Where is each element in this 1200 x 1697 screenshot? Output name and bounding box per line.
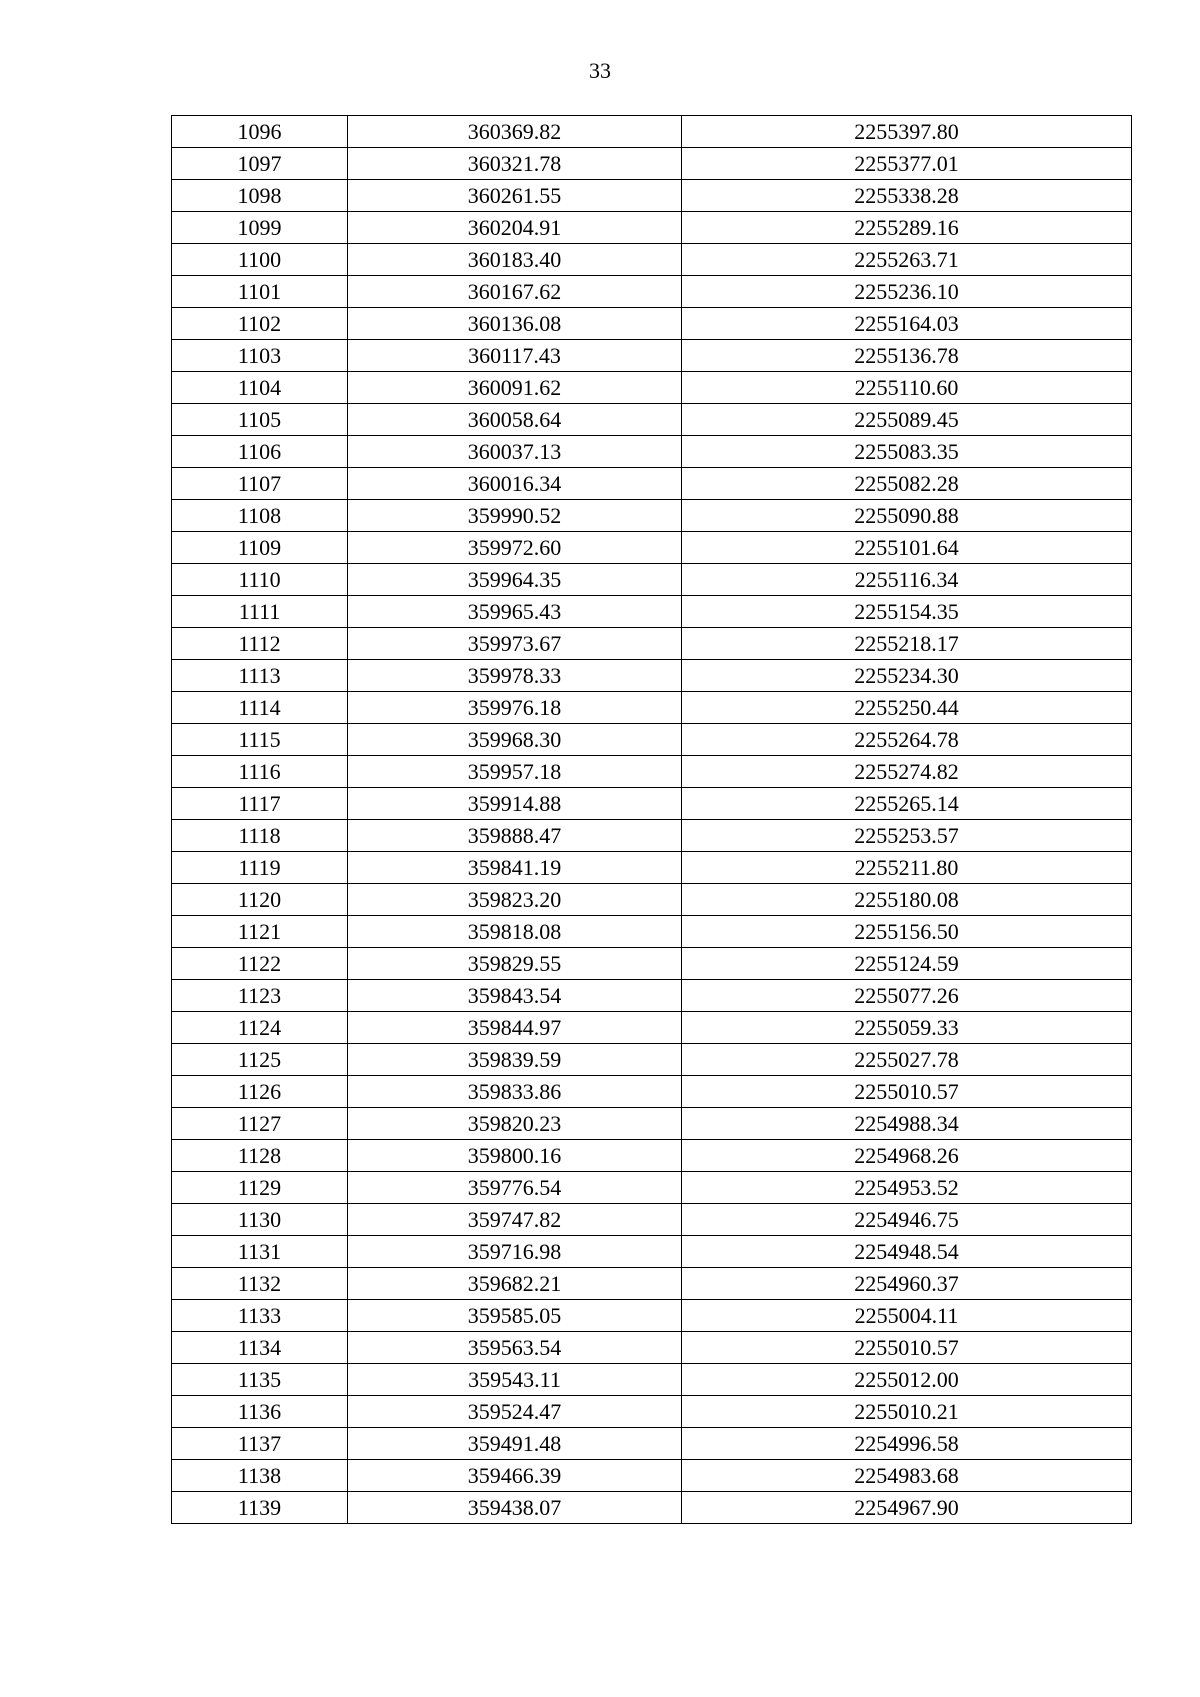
y-coordinate-cell: 2255059.33 xyxy=(682,1012,1132,1044)
y-coordinate-cell: 2254946.75 xyxy=(682,1204,1132,1236)
y-coordinate-cell: 2254996.58 xyxy=(682,1428,1132,1460)
x-coordinate-cell: 359833.86 xyxy=(348,1076,682,1108)
x-coordinate-cell: 360117.43 xyxy=(348,340,682,372)
y-coordinate-cell: 2254967.90 xyxy=(682,1492,1132,1524)
table-row xyxy=(172,1108,1132,1140)
y-coordinate-cell: 2255082.28 xyxy=(682,468,1132,500)
table-row xyxy=(172,1428,1132,1460)
point-number-cell: 1126 xyxy=(172,1076,348,1108)
y-coordinate-cell: 2255110.60 xyxy=(682,372,1132,404)
table-row xyxy=(172,308,1132,340)
point-number-cell: 1104 xyxy=(172,372,348,404)
x-coordinate-cell: 359818.08 xyxy=(348,916,682,948)
y-coordinate-cell: 2255116.34 xyxy=(682,564,1132,596)
x-coordinate-cell: 359800.16 xyxy=(348,1140,682,1172)
x-coordinate-cell: 359438.07 xyxy=(348,1492,682,1524)
table-row xyxy=(172,1140,1132,1172)
point-number-cell: 1128 xyxy=(172,1140,348,1172)
x-coordinate-cell: 359844.97 xyxy=(348,1012,682,1044)
table-row xyxy=(172,404,1132,436)
table-row xyxy=(172,724,1132,756)
table-row xyxy=(172,1172,1132,1204)
table-row xyxy=(172,244,1132,276)
point-number-cell: 1098 xyxy=(172,180,348,212)
point-number-cell: 1138 xyxy=(172,1460,348,1492)
table-row xyxy=(172,852,1132,884)
y-coordinate-cell: 2255136.78 xyxy=(682,340,1132,372)
x-coordinate-cell: 359843.54 xyxy=(348,980,682,1012)
table-row xyxy=(172,1364,1132,1396)
table-row xyxy=(172,628,1132,660)
coordinates-table xyxy=(171,115,1132,1524)
table-row xyxy=(172,564,1132,596)
point-number-cell: 1134 xyxy=(172,1332,348,1364)
point-number-cell: 1121 xyxy=(172,916,348,948)
y-coordinate-cell: 2254983.68 xyxy=(682,1460,1132,1492)
y-coordinate-cell: 2255010.57 xyxy=(682,1076,1132,1108)
point-number-cell: 1130 xyxy=(172,1204,348,1236)
x-coordinate-cell: 359976.18 xyxy=(348,692,682,724)
table-row xyxy=(172,1204,1132,1236)
x-coordinate-cell: 360016.34 xyxy=(348,468,682,500)
point-number-cell: 1139 xyxy=(172,1492,348,1524)
x-coordinate-cell: 360261.55 xyxy=(348,180,682,212)
point-number-cell: 1116 xyxy=(172,756,348,788)
point-number-cell: 1106 xyxy=(172,436,348,468)
y-coordinate-cell: 2255264.78 xyxy=(682,724,1132,756)
table-row xyxy=(172,1492,1132,1524)
y-coordinate-cell: 2254960.37 xyxy=(682,1268,1132,1300)
table-row xyxy=(172,1236,1132,1268)
point-number-cell: 1115 xyxy=(172,724,348,756)
point-number-cell: 1113 xyxy=(172,660,348,692)
point-number-cell: 1137 xyxy=(172,1428,348,1460)
y-coordinate-cell: 2254968.26 xyxy=(682,1140,1132,1172)
table-row xyxy=(172,916,1132,948)
table-row xyxy=(172,788,1132,820)
table-row xyxy=(172,596,1132,628)
y-coordinate-cell: 2255180.08 xyxy=(682,884,1132,916)
table-row xyxy=(172,436,1132,468)
x-coordinate-cell: 359964.35 xyxy=(348,564,682,596)
point-number-cell: 1114 xyxy=(172,692,348,724)
point-number-cell: 1110 xyxy=(172,564,348,596)
y-coordinate-cell: 2255274.82 xyxy=(682,756,1132,788)
x-coordinate-cell: 359968.30 xyxy=(348,724,682,756)
table-row xyxy=(172,1300,1132,1332)
x-coordinate-cell: 360091.62 xyxy=(348,372,682,404)
table-row xyxy=(172,884,1132,916)
y-coordinate-cell: 2254948.54 xyxy=(682,1236,1132,1268)
point-number-cell: 1118 xyxy=(172,820,348,852)
table-row xyxy=(172,948,1132,980)
table-row xyxy=(172,532,1132,564)
table-row xyxy=(172,1460,1132,1492)
x-coordinate-cell: 359914.88 xyxy=(348,788,682,820)
point-number-cell: 1124 xyxy=(172,1012,348,1044)
table-row xyxy=(172,340,1132,372)
x-coordinate-cell: 359957.18 xyxy=(348,756,682,788)
x-coordinate-cell: 359491.48 xyxy=(348,1428,682,1460)
point-number-cell: 1133 xyxy=(172,1300,348,1332)
table-row xyxy=(172,212,1132,244)
x-coordinate-cell: 359747.82 xyxy=(348,1204,682,1236)
x-coordinate-cell: 359543.11 xyxy=(348,1364,682,1396)
table-row xyxy=(172,116,1132,148)
y-coordinate-cell: 2255338.28 xyxy=(682,180,1132,212)
x-coordinate-cell: 360136.08 xyxy=(348,308,682,340)
table-row xyxy=(172,692,1132,724)
table-row xyxy=(172,756,1132,788)
point-number-cell: 1125 xyxy=(172,1044,348,1076)
table-row xyxy=(172,180,1132,212)
y-coordinate-cell: 2255089.45 xyxy=(682,404,1132,436)
x-coordinate-cell: 360204.91 xyxy=(348,212,682,244)
point-number-cell: 1100 xyxy=(172,244,348,276)
y-coordinate-cell: 2255236.10 xyxy=(682,276,1132,308)
x-coordinate-cell: 360321.78 xyxy=(348,148,682,180)
x-coordinate-cell: 359990.52 xyxy=(348,500,682,532)
y-coordinate-cell: 2255027.78 xyxy=(682,1044,1132,1076)
y-coordinate-cell: 2255253.57 xyxy=(682,820,1132,852)
x-coordinate-cell: 359716.98 xyxy=(348,1236,682,1268)
y-coordinate-cell: 2255156.50 xyxy=(682,916,1132,948)
table-row xyxy=(172,820,1132,852)
point-number-cell: 1131 xyxy=(172,1236,348,1268)
y-coordinate-cell: 2255164.03 xyxy=(682,308,1132,340)
point-number-cell: 1107 xyxy=(172,468,348,500)
x-coordinate-cell: 359978.33 xyxy=(348,660,682,692)
x-coordinate-cell: 359682.21 xyxy=(348,1268,682,1300)
point-number-cell: 1103 xyxy=(172,340,348,372)
y-coordinate-cell: 2255010.21 xyxy=(682,1396,1132,1428)
point-number-cell: 1135 xyxy=(172,1364,348,1396)
x-coordinate-cell: 360058.64 xyxy=(348,404,682,436)
point-number-cell: 1101 xyxy=(172,276,348,308)
point-number-cell: 1136 xyxy=(172,1396,348,1428)
x-coordinate-cell: 360037.13 xyxy=(348,436,682,468)
x-coordinate-cell: 360183.40 xyxy=(348,244,682,276)
x-coordinate-cell: 359973.67 xyxy=(348,628,682,660)
point-number-cell: 1102 xyxy=(172,308,348,340)
point-number-cell: 1112 xyxy=(172,628,348,660)
y-coordinate-cell: 2255077.26 xyxy=(682,980,1132,1012)
x-coordinate-cell: 359965.43 xyxy=(348,596,682,628)
x-coordinate-cell: 359972.60 xyxy=(348,532,682,564)
y-coordinate-cell: 2255004.11 xyxy=(682,1300,1132,1332)
y-coordinate-cell: 2254988.34 xyxy=(682,1108,1132,1140)
table-row xyxy=(172,1012,1132,1044)
point-number-cell: 1108 xyxy=(172,500,348,532)
point-number-cell: 1129 xyxy=(172,1172,348,1204)
table-row xyxy=(172,276,1132,308)
point-number-cell: 1122 xyxy=(172,948,348,980)
table-row xyxy=(172,500,1132,532)
table-row xyxy=(172,1396,1132,1428)
point-number-cell: 1132 xyxy=(172,1268,348,1300)
x-coordinate-cell: 359524.47 xyxy=(348,1396,682,1428)
y-coordinate-cell: 2254953.52 xyxy=(682,1172,1132,1204)
table-row xyxy=(172,1268,1132,1300)
point-number-cell: 1117 xyxy=(172,788,348,820)
y-coordinate-cell: 2255124.59 xyxy=(682,948,1132,980)
table-row xyxy=(172,1332,1132,1364)
y-coordinate-cell: 2255265.14 xyxy=(682,788,1132,820)
y-coordinate-cell: 2255090.88 xyxy=(682,500,1132,532)
x-coordinate-cell: 359820.23 xyxy=(348,1108,682,1140)
point-number-cell: 1119 xyxy=(172,852,348,884)
y-coordinate-cell: 2255377.01 xyxy=(682,148,1132,180)
table-row xyxy=(172,148,1132,180)
y-coordinate-cell: 2255234.30 xyxy=(682,660,1132,692)
y-coordinate-cell: 2255289.16 xyxy=(682,212,1132,244)
y-coordinate-cell: 2255263.71 xyxy=(682,244,1132,276)
point-number-cell: 1099 xyxy=(172,212,348,244)
point-number-cell: 1123 xyxy=(172,980,348,1012)
point-number-cell: 1127 xyxy=(172,1108,348,1140)
x-coordinate-cell: 359823.20 xyxy=(348,884,682,916)
y-coordinate-cell: 2255218.17 xyxy=(682,628,1132,660)
table-row xyxy=(172,660,1132,692)
y-coordinate-cell: 2255083.35 xyxy=(682,436,1132,468)
x-coordinate-cell: 360369.82 xyxy=(348,116,682,148)
point-number-cell: 1096 xyxy=(172,116,348,148)
x-coordinate-cell: 359466.39 xyxy=(348,1460,682,1492)
point-number-cell: 1120 xyxy=(172,884,348,916)
x-coordinate-cell: 360167.62 xyxy=(348,276,682,308)
x-coordinate-cell: 359585.05 xyxy=(348,1300,682,1332)
x-coordinate-cell: 359563.54 xyxy=(348,1332,682,1364)
table-row xyxy=(172,468,1132,500)
table-row xyxy=(172,1044,1132,1076)
y-coordinate-cell: 2255211.80 xyxy=(682,852,1132,884)
table-row xyxy=(172,980,1132,1012)
point-number-cell: 1097 xyxy=(172,148,348,180)
x-coordinate-cell: 359776.54 xyxy=(348,1172,682,1204)
y-coordinate-cell: 2255010.57 xyxy=(682,1332,1132,1364)
x-coordinate-cell: 359888.47 xyxy=(348,820,682,852)
y-coordinate-cell: 2255250.44 xyxy=(682,692,1132,724)
point-number-cell: 1109 xyxy=(172,532,348,564)
y-coordinate-cell: 2255154.35 xyxy=(682,596,1132,628)
y-coordinate-cell: 2255397.80 xyxy=(682,116,1132,148)
x-coordinate-cell: 359839.59 xyxy=(348,1044,682,1076)
table-row xyxy=(172,1076,1132,1108)
y-coordinate-cell: 2255012.00 xyxy=(682,1364,1132,1396)
x-coordinate-cell: 359829.55 xyxy=(348,948,682,980)
y-coordinate-cell: 2255101.64 xyxy=(682,532,1132,564)
point-number-cell: 1111 xyxy=(172,596,348,628)
page-number: 33 xyxy=(589,58,611,83)
x-coordinate-cell: 359841.19 xyxy=(348,852,682,884)
point-number-cell: 1105 xyxy=(172,404,348,436)
coordinates-table-body xyxy=(172,116,1132,1524)
table-row xyxy=(172,372,1132,404)
